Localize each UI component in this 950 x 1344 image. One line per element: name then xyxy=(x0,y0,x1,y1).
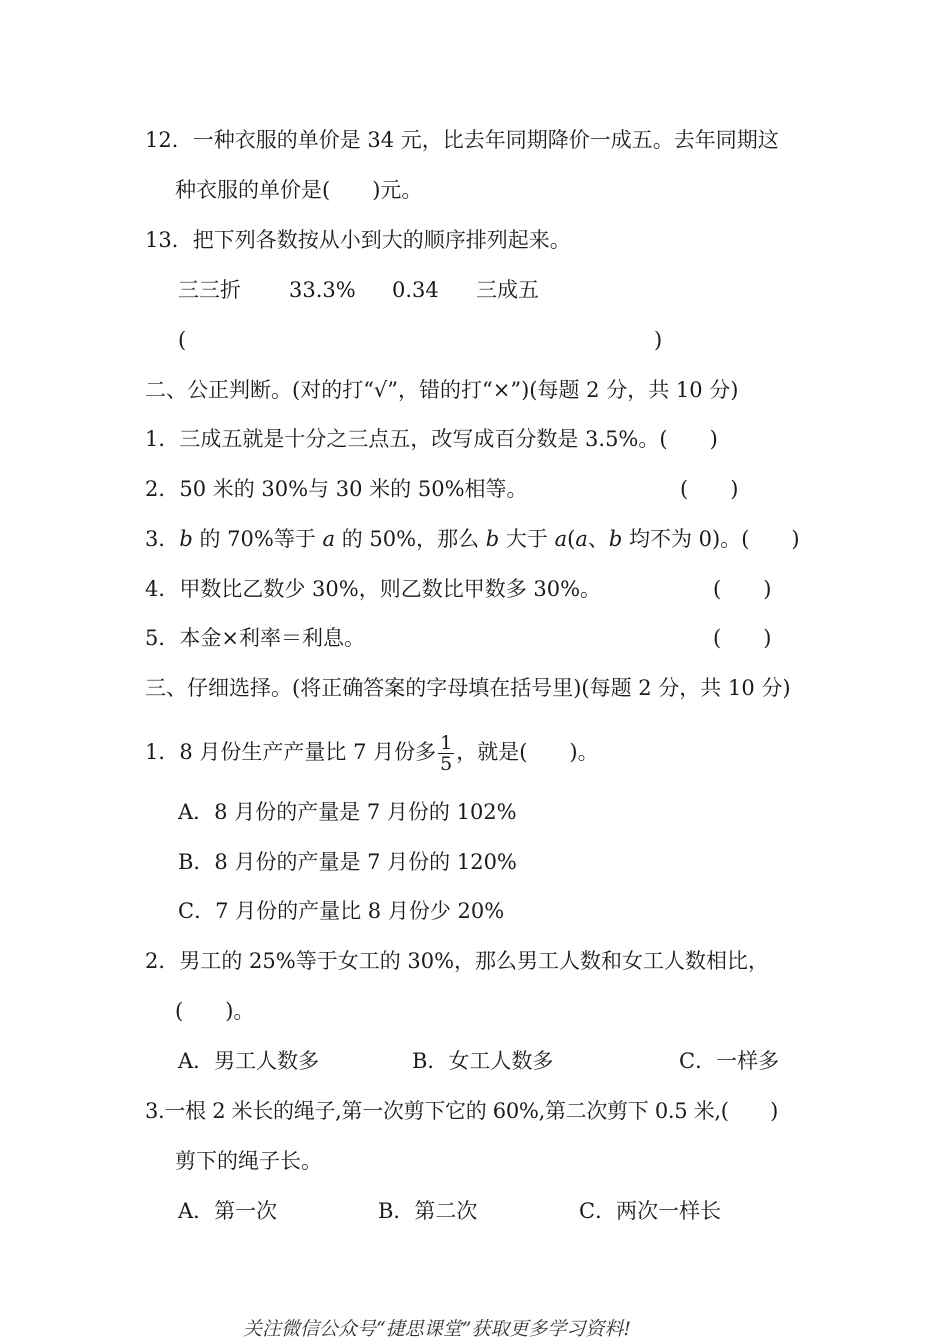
s2-q1: 1．三成五就是十分之三点五，改写成百分数是 3.5%。( ) xyxy=(145,427,718,451)
s2-q2: 2．50 米的 30%与 30 米的 50%相等。 xyxy=(145,477,528,501)
s3-q2-option-c: C．一样多 xyxy=(679,1049,780,1073)
s2-q5-paren: ( ) xyxy=(713,626,772,650)
section3-heading: 三、仔细选择。(将正确答案的字母填在括号里)(每题 2 分，共 10 分) xyxy=(145,676,791,700)
s3-q3-option-b: B．第二次 xyxy=(378,1199,478,1223)
s3-q2-option-a: A．男工人数多 xyxy=(178,1049,320,1073)
s2-q5: 5．本金×利率＝利息。 xyxy=(145,626,365,650)
s3-q1-option-c: C．7 月份的产量比 8 月份少 20% xyxy=(178,899,505,923)
q13-answer-paren-close: ) xyxy=(654,328,663,352)
s2-q4-paren: ( ) xyxy=(713,577,772,601)
s3-q1-option-b: B．8 月份的产量是 7 月份的 120% xyxy=(178,850,517,874)
s3-q3-option-c: C．两次一样长 xyxy=(579,1199,722,1223)
s3-q3-option-a: A．第一次 xyxy=(178,1199,278,1223)
s2-q3: 3．b 的 70%等于 a 的 50%，那么 b 大于 a(a、b 均不为 0)。( ) xyxy=(145,527,800,551)
q13-item-1: 三三折 xyxy=(178,278,241,302)
s3-q1: 1．8 月份生产产量比 7 月份多 $\frac{1}{5}$ ，就是( )。 xyxy=(145,732,599,775)
q12-line1: 12．一种衣服的单价是 34 元，比去年同期降价一成五。去年同期这 xyxy=(145,128,779,152)
q13-item-3: 0.34 xyxy=(392,278,439,302)
q13-item-4: 三成五 xyxy=(476,278,539,302)
s3-q1-option-a: A．8 月份的产量是 7 月份的 102% xyxy=(178,800,517,824)
s2-q2-paren: ( ) xyxy=(680,477,739,501)
footer-promo: 关注微信公众号“捷思课堂”获取更多学习资料! xyxy=(243,1318,632,1340)
q13-answer-paren-open: ( xyxy=(178,328,187,352)
s3-q2-option-b: B．女工人数多 xyxy=(412,1049,554,1073)
s3-q3-line2: 剪下的绳子长。 xyxy=(175,1149,322,1173)
q13-item-2: 33.3% xyxy=(289,278,356,302)
section2-heading: 二、公正判断。(对的打“√”，错的打“×”)(每题 2 分，共 10 分) xyxy=(145,378,739,402)
fraction-one-fifth: $\frac{1}{5}$ xyxy=(440,732,453,775)
s3-q3-line1: 3.一根 2 米长的绳子,第一次剪下它的 60%,第二次剪下 0.5 米,( ) xyxy=(145,1099,778,1123)
s2-q4: 4．甲数比乙数少 30%，则乙数比甲数多 30%。 xyxy=(145,577,602,601)
s3-q2-line2: ( )。 xyxy=(175,999,255,1023)
q12-line2: 种衣服的单价是( )元。 xyxy=(175,178,423,202)
q13-prompt: 13．把下列各数按从小到大的顺序排列起来。 xyxy=(145,228,571,252)
s3-q2-line1: 2．男工的 25%等于女工的 30%，那么男工人数和女工人数相比， xyxy=(145,949,770,973)
